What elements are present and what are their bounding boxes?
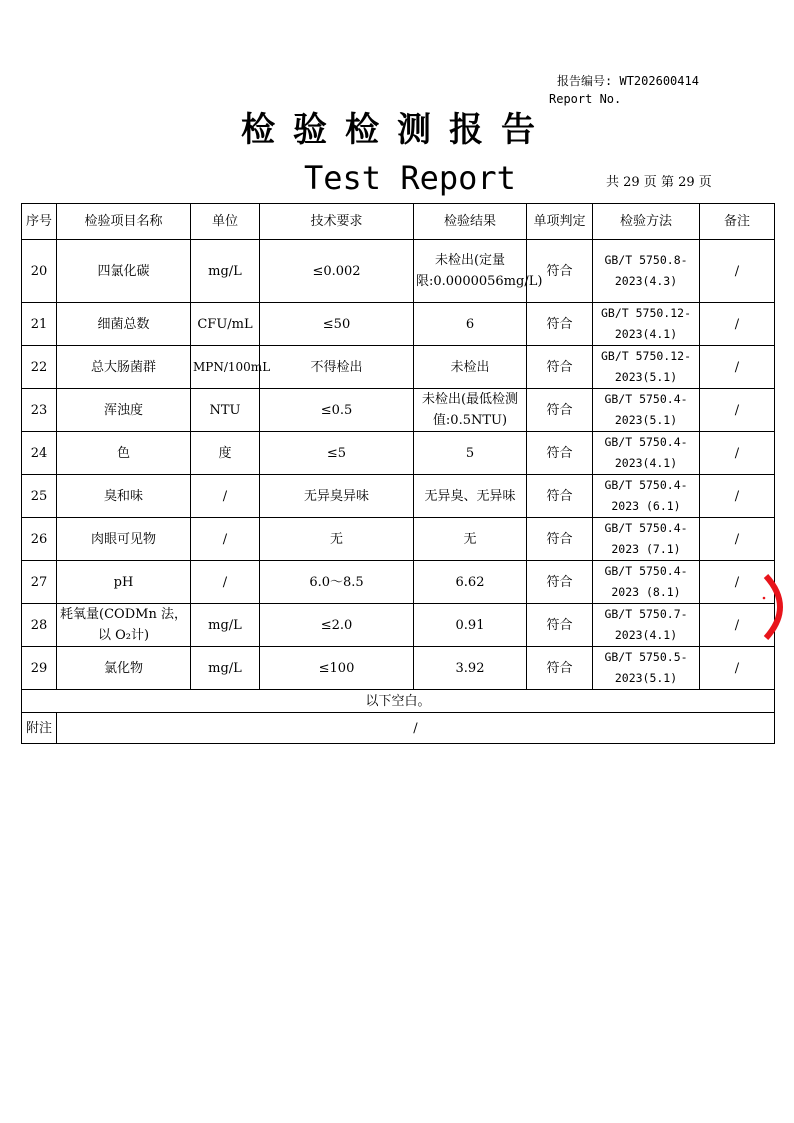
cell-method: GB/T 5750.8-2023(4.3): [593, 240, 700, 303]
cell-unit: CFU/mL: [191, 303, 260, 346]
cell-no: 28: [22, 604, 57, 647]
table-row: [22, 518, 775, 561]
cell-requirement: 无异臭异味: [260, 475, 414, 518]
cell-result: 6: [414, 303, 527, 346]
cell-remark: /: [700, 604, 775, 647]
col-header-result: 检验结果: [414, 204, 527, 240]
results-table: [21, 203, 775, 744]
cell-requirement: ≤0.002: [260, 240, 414, 303]
table-header-row: [22, 204, 775, 240]
cell-unit: 度: [191, 432, 260, 475]
cell-item: 臭和味: [57, 475, 191, 518]
cell-remark: /: [700, 647, 775, 690]
page-title-en: Test Report: [304, 159, 516, 197]
cell-remark: /: [700, 475, 775, 518]
col-header-item: 检验项目名称: [57, 204, 191, 240]
cell-item: 氯化物: [57, 647, 191, 690]
col-header-remark: 备注: [700, 204, 775, 240]
cell-remark: /: [700, 389, 775, 432]
page-title-cn: 检验检测报告: [241, 110, 553, 150]
cell-item: 浑浊度: [57, 389, 191, 432]
col-header-method: 检验方法: [593, 204, 700, 240]
cell-no: 29: [22, 647, 57, 690]
cell-unit: MPN/100mL: [191, 346, 260, 389]
cell-unit: /: [191, 518, 260, 561]
cell-remark: /: [700, 240, 775, 303]
cell-requirement: ≤5: [260, 432, 414, 475]
cell-result: 0.91: [414, 604, 527, 647]
table-body: [22, 240, 775, 744]
cell-no: 27: [22, 561, 57, 604]
cell-method: GB/T 5750.4-2023 (7.1): [593, 518, 700, 561]
cell-remark: /: [700, 432, 775, 475]
cell-requirement: ≤100: [260, 647, 414, 690]
cell-result: 未检出(定量限:0.0000056mg/L): [414, 240, 527, 303]
cell-no: 22: [22, 346, 57, 389]
cell-requirement: 不得检出: [260, 346, 414, 389]
cell-result: 3.92: [414, 647, 527, 690]
table-row: [22, 647, 775, 690]
cell-method: GB/T 5750.12-2023(5.1): [593, 346, 700, 389]
blank-line-row: [22, 690, 775, 713]
cell-item: 耗氧量(CODMn 法，以 O₂计): [57, 604, 191, 647]
cell-requirement: 6.0～8.5: [260, 561, 414, 604]
cell-requirement: 无: [260, 518, 414, 561]
cell-unit: /: [191, 475, 260, 518]
cell-no: 20: [22, 240, 57, 303]
cell-method: GB/T 5750.5-2023(5.1): [593, 647, 700, 690]
cell-judgement: 符合: [527, 346, 593, 389]
col-header-requirement: 技术要求: [260, 204, 414, 240]
blank-line-text: 以下空白。: [22, 690, 775, 713]
cell-remark: /: [700, 518, 775, 561]
cell-no: 25: [22, 475, 57, 518]
note-value: /: [57, 713, 775, 744]
cell-remark: /: [700, 561, 775, 604]
report-no-label-en: Report No.: [549, 92, 622, 106]
cell-judgement: 符合: [527, 604, 593, 647]
table-row: [22, 604, 775, 647]
cell-judgement: 符合: [527, 303, 593, 346]
report-number-block: [549, 72, 699, 108]
cell-judgement: 符合: [527, 518, 593, 561]
table-row: [22, 475, 775, 518]
cell-judgement: 符合: [527, 240, 593, 303]
seal-dot: [763, 597, 766, 600]
cell-result: 6.62: [414, 561, 527, 604]
cell-result: 无: [414, 518, 527, 561]
cell-no: 23: [22, 389, 57, 432]
cell-unit: mg/L: [191, 604, 260, 647]
table-row: [22, 303, 775, 346]
col-header-no: 序号: [22, 204, 57, 240]
cell-result: 未检出: [414, 346, 527, 389]
cell-judgement: 符合: [527, 389, 593, 432]
cell-no: 21: [22, 303, 57, 346]
cell-unit: mg/L: [191, 647, 260, 690]
note-label: 附注: [22, 713, 57, 744]
cell-requirement: ≤50: [260, 303, 414, 346]
cell-judgement: 符合: [527, 432, 593, 475]
cell-judgement: 符合: [527, 561, 593, 604]
col-header-judgement: 单项判定: [527, 204, 593, 240]
note-row: [22, 713, 775, 744]
cell-item: 总大肠菌群: [57, 346, 191, 389]
cell-method: GB/T 5750.7-2023(4.1): [593, 604, 700, 647]
cell-no: 24: [22, 432, 57, 475]
cell-unit: /: [191, 561, 260, 604]
table-row: [22, 561, 775, 604]
cell-remark: /: [700, 303, 775, 346]
red-seal-fragment-icon: [760, 572, 794, 642]
cell-result: 未检出(最低检测值:0.5NTU): [414, 389, 527, 432]
page-counter: 共 29 页 第 29 页: [606, 175, 712, 190]
cell-item: 四氯化碳: [57, 240, 191, 303]
cell-item: 色: [57, 432, 191, 475]
cell-result: 无异臭、无异味: [414, 475, 527, 518]
cell-item: pH: [57, 561, 191, 604]
table-row: [22, 240, 775, 303]
cell-method: GB/T 5750.4-2023(5.1): [593, 389, 700, 432]
cell-item: 肉眼可见物: [57, 518, 191, 561]
cell-result: 5: [414, 432, 527, 475]
cell-remark: /: [700, 346, 775, 389]
report-no-value: WT202600414: [619, 74, 699, 88]
seal-arc: [766, 576, 780, 638]
col-header-unit: 单位: [191, 204, 260, 240]
cell-method: GB/T 5750.4-2023 (6.1): [593, 475, 700, 518]
report-no-label-cn: 报告编号:: [557, 74, 613, 88]
cell-method: GB/T 5750.12-2023(4.1): [593, 303, 700, 346]
cell-judgement: 符合: [527, 647, 593, 690]
cell-requirement: ≤2.0: [260, 604, 414, 647]
cell-judgement: 符合: [527, 475, 593, 518]
cell-method: GB/T 5750.4-2023 (8.1): [593, 561, 700, 604]
cell-requirement: ≤0.5: [260, 389, 414, 432]
table-row: [22, 432, 775, 475]
cell-unit: mg/L: [191, 240, 260, 303]
table-row: [22, 389, 775, 432]
cell-no: 26: [22, 518, 57, 561]
cell-method: GB/T 5750.4-2023(4.1): [593, 432, 700, 475]
cell-unit: NTU: [191, 389, 260, 432]
cell-item: 细菌总数: [57, 303, 191, 346]
table-row: [22, 346, 775, 389]
